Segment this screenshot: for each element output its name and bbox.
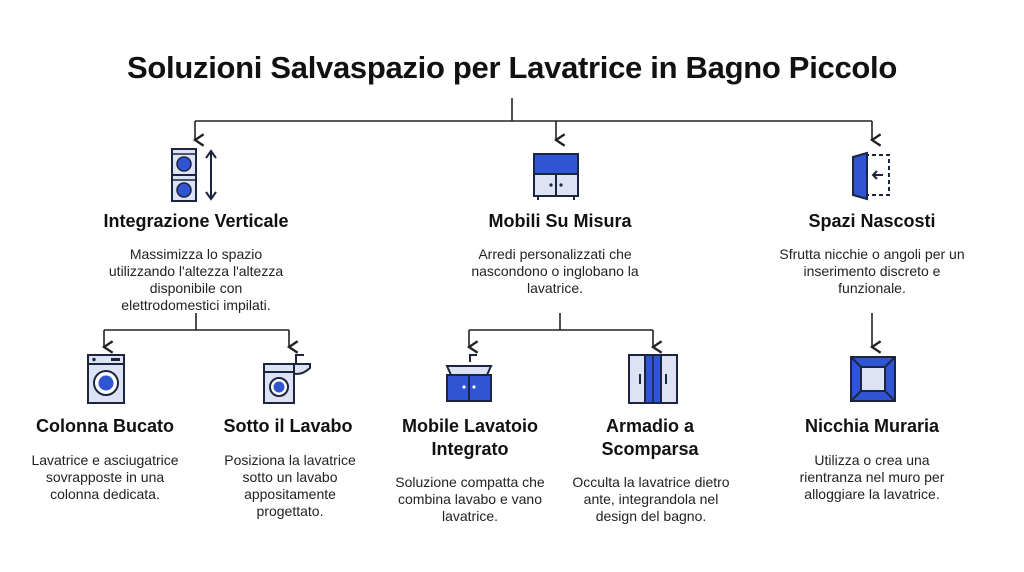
diagram-title: Soluzioni Salvaspazio per Lavatrice in Bagno Piccolo bbox=[127, 50, 897, 85]
category-title: Spazi Nascosti bbox=[808, 211, 936, 231]
wardrobe-icon bbox=[626, 352, 680, 406]
category-description: Massimizza lo spazio utilizzando l'altezza l'altezza disponibile con elettrodomestici impilati. bbox=[108, 246, 284, 313]
wall-niche-icon bbox=[848, 354, 898, 404]
solution-description: Posiziona la lavatrice sotto un lavabo appositamente progettato. bbox=[224, 452, 356, 519]
solution-description: Lavatrice e asciugatrice sovrapposte in una colonna dedicata. bbox=[31, 452, 179, 502]
category-description: Sfrutta nicchie o angoli per un inserimento discreto e funzionale. bbox=[779, 246, 965, 296]
solution-description: Utilizza o crea una rientranza nel muro per alloggiare la lavatrice. bbox=[799, 452, 945, 502]
solution-description: Soluzione compatta che combina lavabo e vano lavatrice. bbox=[395, 474, 545, 524]
solution-title: Armadio a Scomparsa bbox=[601, 416, 699, 459]
category-title: Mobili Su Misura bbox=[488, 211, 632, 231]
solution-description: Occulta la lavatrice dietro ante, integrandola nel design del bagno. bbox=[572, 474, 730, 524]
category-title: Integrazione Verticale bbox=[103, 211, 289, 231]
sink-over-washer-icon bbox=[260, 352, 314, 406]
solution-title: Colonna Bucato bbox=[36, 416, 174, 436]
solution-title: Mobile Lavatoio Integrato bbox=[401, 416, 538, 459]
sink-cabinet-icon bbox=[442, 352, 496, 406]
category-description: Arredi personalizzati che nascondono o inglobano la lavatrice. bbox=[471, 246, 639, 296]
hidden-door-icon bbox=[847, 150, 897, 202]
solution-title: Sotto il Lavabo bbox=[223, 416, 353, 436]
solution-title: Nicchia Muraria bbox=[804, 416, 940, 436]
stacked-washer-dryer-icon bbox=[166, 147, 224, 205]
washing-machine-icon bbox=[84, 352, 128, 406]
custom-cabinet-icon bbox=[530, 150, 582, 202]
